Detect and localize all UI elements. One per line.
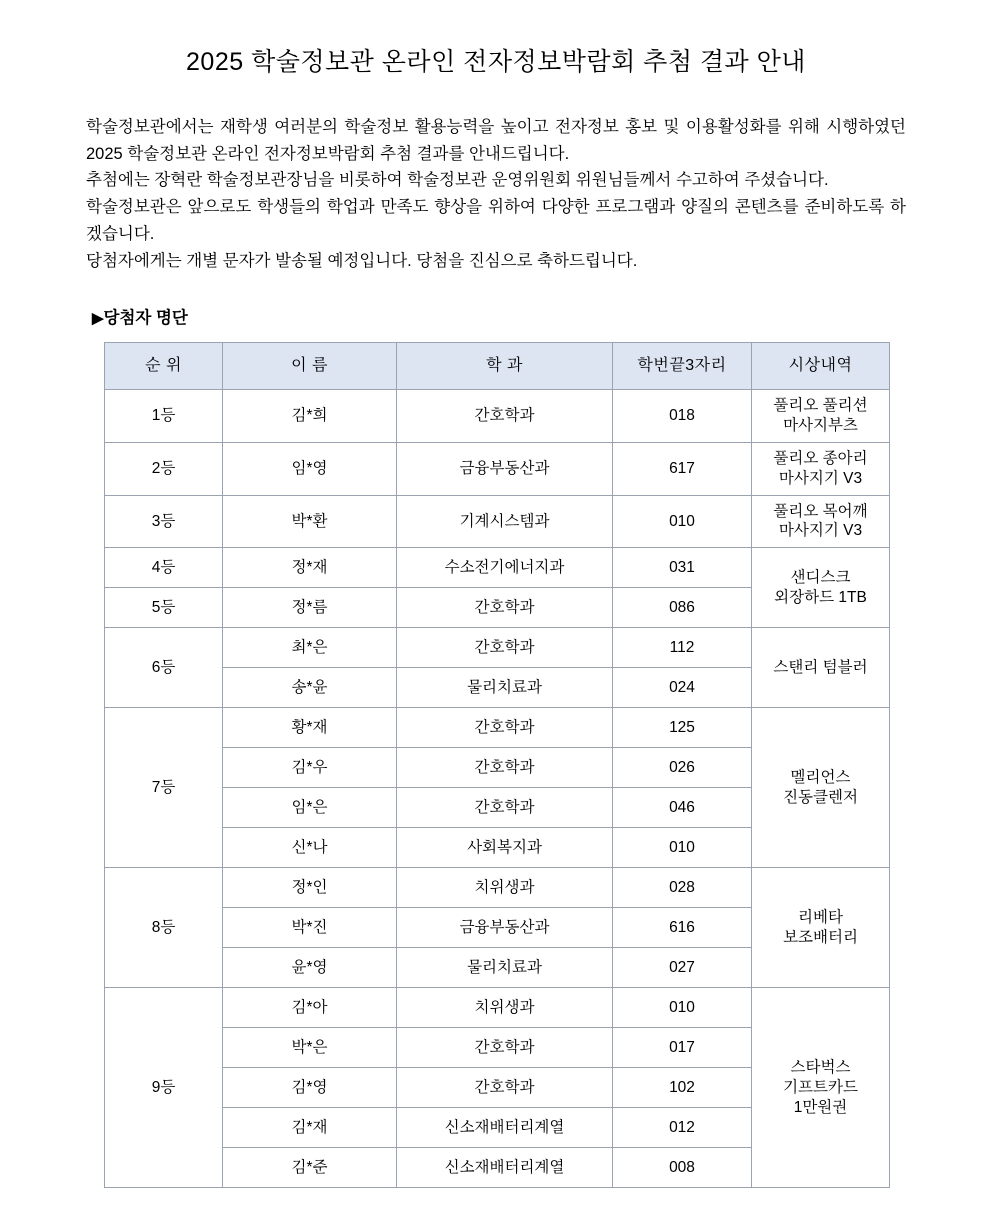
page-title: 2025 학술정보관 온라인 전자정보박람회 추첨 결과 안내 <box>186 48 806 76</box>
cell-department: 금융부동산과 <box>397 908 613 948</box>
winners-section-title: 당첨자 명단 <box>103 309 188 328</box>
cell-student-id: 012 <box>613 1108 752 1148</box>
cell-name: 임*영 <box>223 442 397 495</box>
cell-prize: 풀리오 풀리션 마사지부츠 <box>752 390 890 443</box>
cell-name: 정*인 <box>223 868 397 908</box>
cell-student-id: 010 <box>613 828 752 868</box>
cell-student-id: 616 <box>613 908 752 948</box>
cell-department: 신소재배터리계열 <box>397 1148 613 1188</box>
cell-student-id: 031 <box>613 548 752 588</box>
cell-rank: 7등 <box>105 708 223 868</box>
cell-department: 간호학과 <box>397 588 613 628</box>
cell-prize: 샌디스크 외장하드 1TB <box>752 548 890 628</box>
column-header-student-id: 학번끝3자리 <box>613 343 752 390</box>
triangle-right-icon: ▶ <box>92 310 104 328</box>
cell-student-id: 086 <box>613 588 752 628</box>
table-row <box>105 390 890 443</box>
intro-paragraph-3: 학술정보관은 앞으로도 학생들의 학업과 만족도 향상을 위하여 다양한 프로그램과 양질의 콘텐츠를 준비하도록 하겠습니다. <box>86 198 906 243</box>
cell-department: 간호학과 <box>397 708 613 748</box>
cell-prize: 리베타 보조배터리 <box>752 868 890 988</box>
cell-department: 수소전기에너지과 <box>397 548 613 588</box>
table-header-row <box>105 343 890 390</box>
cell-department: 간호학과 <box>397 748 613 788</box>
table-row <box>105 548 890 588</box>
cell-name: 김*준 <box>223 1148 397 1188</box>
winners-table-body <box>105 390 890 1188</box>
table-row <box>105 628 890 668</box>
cell-student-id: 112 <box>613 628 752 668</box>
intro-text-block <box>86 114 906 274</box>
cell-name: 황*재 <box>223 708 397 748</box>
cell-name: 김*희 <box>223 390 397 443</box>
column-header-name: 이 름 <box>223 343 397 390</box>
table-row <box>105 442 890 495</box>
cell-student-id: 028 <box>613 868 752 908</box>
cell-department: 치위생과 <box>397 868 613 908</box>
table-row <box>105 868 890 908</box>
cell-name: 박*환 <box>223 495 397 548</box>
cell-rank: 1등 <box>105 390 223 443</box>
cell-prize: 스타벅스 기프트카드 1만원권 <box>752 988 890 1188</box>
cell-department: 간호학과 <box>397 628 613 668</box>
intro-paragraph-2: 추첨에는 장혁란 학술정보관장님을 비롯하여 학술정보관 운영위원회 위원님들께서 수고하여 주셨습니다. <box>86 171 829 190</box>
cell-student-id: 008 <box>613 1148 752 1188</box>
column-header-rank: 순 위 <box>105 343 223 390</box>
cell-name: 윤*영 <box>223 948 397 988</box>
column-header-department: 학 과 <box>397 343 613 390</box>
cell-rank: 3등 <box>105 495 223 548</box>
winners-table-header <box>105 343 890 390</box>
intro-paragraph-1: 학술정보관에서는 재학생 여러분의 학술정보 활용능력을 높이고 전자정보 홍보 및 이용활성화를 위해 시행하였던 2025 학술정보관 온라인 전자정보박람회 추첨 결과를 안내드립니다. <box>86 118 906 163</box>
cell-rank: 6등 <box>105 628 223 708</box>
cell-student-id: 018 <box>613 390 752 443</box>
cell-student-id: 617 <box>613 442 752 495</box>
cell-department: 기계시스템과 <box>397 495 613 548</box>
cell-student-id: 125 <box>613 708 752 748</box>
cell-department: 간호학과 <box>397 1028 613 1068</box>
cell-department: 금융부동산과 <box>397 442 613 495</box>
cell-student-id: 017 <box>613 1028 752 1068</box>
cell-rank: 2등 <box>105 442 223 495</box>
cell-department: 신소재배터리계열 <box>397 1108 613 1148</box>
cell-department: 간호학과 <box>397 390 613 443</box>
column-header-prize: 시상내역 <box>752 343 890 390</box>
cell-name: 김*아 <box>223 988 397 1028</box>
winners-table <box>104 342 890 1188</box>
cell-name: 김*우 <box>223 748 397 788</box>
cell-name: 최*은 <box>223 628 397 668</box>
cell-name: 임*은 <box>223 788 397 828</box>
cell-student-id: 026 <box>613 748 752 788</box>
table-row <box>105 708 890 748</box>
cell-student-id: 046 <box>613 788 752 828</box>
cell-rank: 4등 <box>105 548 223 588</box>
cell-prize: 스탠리 텀블러 <box>752 628 890 708</box>
cell-student-id: 024 <box>613 668 752 708</box>
cell-rank: 9등 <box>105 988 223 1188</box>
cell-prize: 멜리언스 진동클렌저 <box>752 708 890 868</box>
cell-rank: 8등 <box>105 868 223 988</box>
cell-department: 물리치료과 <box>397 668 613 708</box>
cell-name: 박*은 <box>223 1028 397 1068</box>
cell-department: 사회복지과 <box>397 828 613 868</box>
cell-name: 송*윤 <box>223 668 397 708</box>
cell-name: 정*름 <box>223 588 397 628</box>
cell-name: 신*나 <box>223 828 397 868</box>
cell-department: 간호학과 <box>397 788 613 828</box>
cell-prize: 풀리오 종아리 마사지기 V3 <box>752 442 890 495</box>
cell-department: 간호학과 <box>397 1068 613 1108</box>
cell-prize: 풀리오 목어깨 마사지기 V3 <box>752 495 890 548</box>
cell-name: 정*재 <box>223 548 397 588</box>
cell-name: 김*재 <box>223 1108 397 1148</box>
cell-student-id: 010 <box>613 988 752 1028</box>
table-row <box>105 495 890 548</box>
cell-name: 김*영 <box>223 1068 397 1108</box>
cell-department: 치위생과 <box>397 988 613 1028</box>
cell-rank: 5등 <box>105 588 223 628</box>
cell-department: 물리치료과 <box>397 948 613 988</box>
cell-student-id: 010 <box>613 495 752 548</box>
winners-section-heading <box>86 304 906 328</box>
cell-name: 박*진 <box>223 908 397 948</box>
cell-student-id: 102 <box>613 1068 752 1108</box>
table-row <box>105 988 890 1028</box>
cell-student-id: 027 <box>613 948 752 988</box>
intro-paragraph-4: 당첨자에게는 개별 문자가 발송될 예정입니다. 당첨을 진심으로 축하드립니다. <box>86 251 638 270</box>
